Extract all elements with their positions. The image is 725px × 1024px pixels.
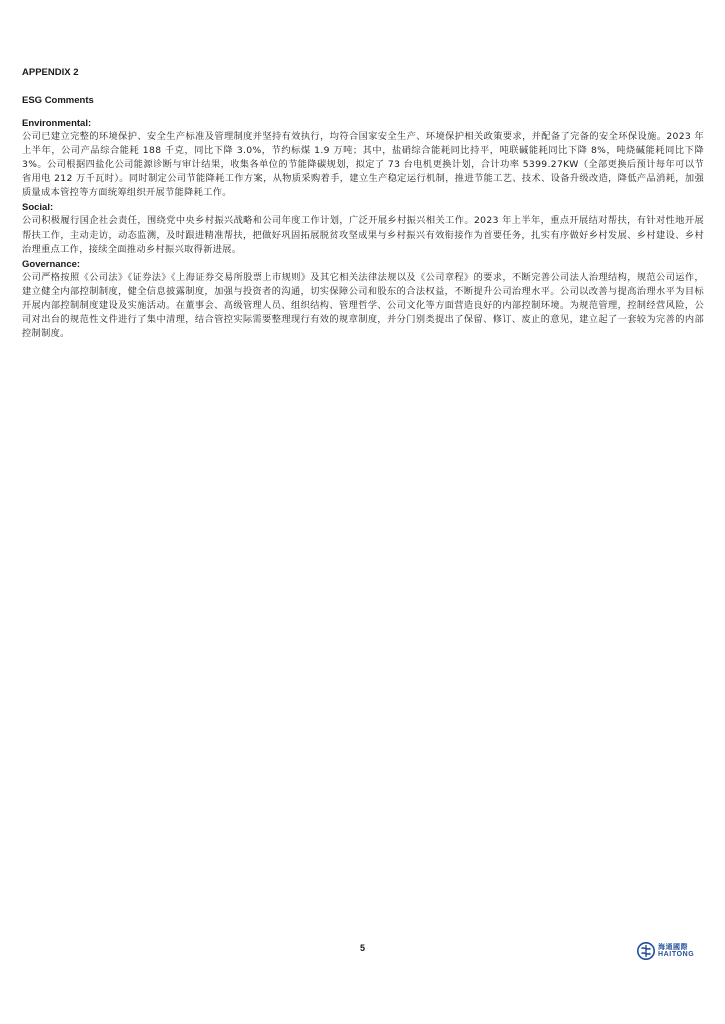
page-number: 5: [359, 943, 365, 953]
logo-english-name: HAITONG: [658, 951, 695, 958]
logo-chinese-name: 海通國際: [658, 943, 688, 951]
environmental-heading: Environmental:: [22, 118, 92, 129]
logo-wordmark: [658, 943, 694, 959]
environmental-text: 公司已建立完整的环境保护、安全生产标准及管理制度并坚持有效执行，均符合国家安全生产、环境保护相关政策要求，并配备了完备的安全环保设施。2023 年上半年，公司产品综合能耗 188 千克，同比下降 3.0%，节约标煤 1.9 万吨；其中，盐硝综合能耗同比持平，吨联碱能耗同比下降 8%，吨烧碱能耗同比下降 3%。公司根据四盐化公司能源诊断与审计结果，收集各单位的节能降碳规划，拟定了 73 台电机更换计划，合计功率 5399.27KW（全部更换后预计每年可以节省用电 212 万千瓦时）。同时制定公司节能降耗工作方案，从物质采购着手，建立生产稳定运行机制，推进节能工艺、技术、设备升级改造，降低产品消耗，加强质量成本管控等方面统筹组织开展节能降耗工作。: [22, 131, 704, 199]
haitong-logo-icon: [637, 942, 655, 960]
governance-text: 公司严格按照《公司法》《证券法》《上海证券交易所股票上市规则》及其它相关法律法规以及《公司章程》的要求，不断完善公司法人治理结构，规范公司运作，建立健全内部控制制度，健全信息披露制度，加强与投资者的沟通，切实保障公司和股东的合法权益，不断提升公司治理水平。公司以改善与提高治理水平为目标开展内部控制制度建设及实施活动。在董事会、高级管理人员、组织结构、管理哲学、公司文化等方面营造良好的内部控制环境。为规范管理，控制经营风险，公司对出台的规范性文件进行了集中清理，结合管控实际需要整理现行有效的规章制度，并分门别类提出了保留、修订、废止的意见，建立起了一套较为完善的内部控制制度。: [22, 271, 704, 340]
governance-heading: Governance:: [22, 258, 81, 270]
social-heading: Social:: [22, 202, 54, 214]
social-text: 公司积极履行国企社会责任，围绕党中央乡村振兴战略和公司年度工作计划，广泛开展乡村振兴相关工作。2023 年上半年，重点开展结对帮扶，有针对性地开展帮扶工作，主动走访，动态监测，及时跟进精准帮扶，把做好巩固拓展脱贫攻坚成果与乡村振兴有效衔接作为首要任务，扎实有序做好乡村发展、乡村建设、乡村治理重点工作，接续全面推动乡村振兴取得新进展。: [22, 215, 704, 255]
appendix-title: ESG Comments: [22, 95, 94, 106]
appendix-content: [22, 66, 704, 341]
haitong-logo: [637, 941, 707, 961]
appendix-label: APPENDIX 2: [22, 67, 79, 78]
